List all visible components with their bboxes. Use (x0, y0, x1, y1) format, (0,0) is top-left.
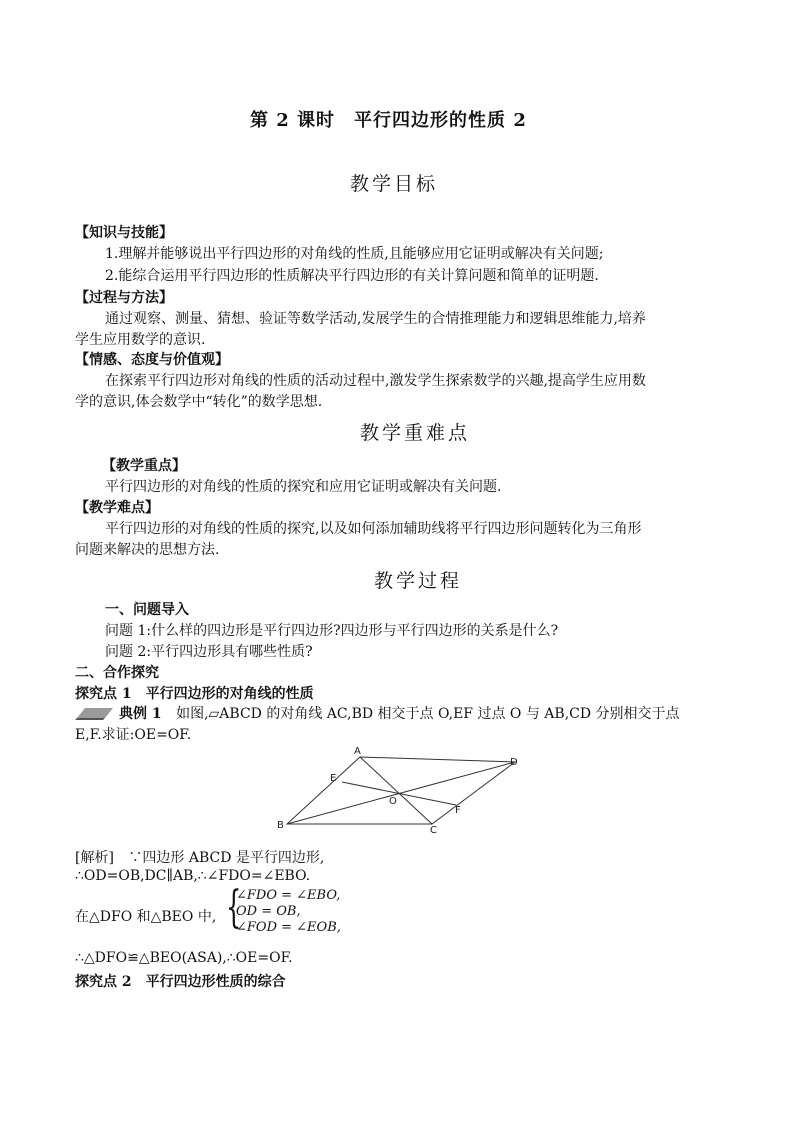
point-label-b: B (277, 820, 284, 831)
emotion-text-line1: 在探索平行四边形对角线的性质的活动过程中,激发学生探索数学的兴趣,提高学生应用数 (105, 373, 646, 389)
analysis-text-2: ∴OD=OB,DC∥AB,∴∠FDO=∠EBO. (75, 868, 311, 884)
example-1-line1 (75, 703, 680, 723)
point-label-d: D (510, 757, 518, 768)
explore-point-2: 探究点 2 平行四边形性质的综合 (75, 974, 286, 990)
example-text-2: E,F.求证:OE=OF. (75, 727, 192, 743)
key-text: 平行四边形的对角线的性质的探究和应用它证明或解决有关问题. (105, 479, 502, 495)
brace-symbol: { (226, 882, 242, 933)
section-heading-goals: 教学目标 (350, 173, 439, 195)
example-text-1: 如图,▱ABCD 的对角线 AC,BD 相交于点 O,EF 过点 O 与 AB,CD 分别相交于点 (176, 706, 680, 722)
emotion-text-line2: 学的意识,体会数学中“转化”的数学思想. (75, 394, 323, 410)
point-label-f: F (455, 805, 461, 816)
method-text-line2: 学生应用数学的意识. (75, 332, 206, 348)
point-label-o: O (389, 796, 397, 807)
section-heading-process: 教学过程 (374, 570, 463, 592)
knowledge-heading: 【知识与技能】 (75, 225, 173, 241)
segment-ef (342, 782, 456, 805)
parallelogram-figure (270, 745, 530, 840)
part2-heading: 二、合作探究 (75, 665, 159, 681)
analysis-label: [解析] (75, 850, 114, 866)
system-row-3: ∠FOD = ∠EOB, (236, 920, 341, 935)
emotion-heading: 【情感、态度与价值观】 (75, 352, 229, 368)
knowledge-item-1: 1.理解并能够说出平行四边形的对角线的性质,且能够应用它证明或解决有关问题; (105, 246, 604, 262)
analysis-text-1: ∵四边形 ABCD 是平行四边形, (128, 850, 325, 866)
explore-point-1: 探究点 1 平行四边形的对角线的性质 (75, 686, 314, 702)
method-text-line1: 通过观察、测量、猜想、验证等数学活动,发展学生的合情推理能力和逻辑思维能力,培养 (105, 311, 646, 327)
question-2: 问题 2:平行四边形具有哪些性质? (105, 644, 313, 660)
question-1: 问题 1:什么样的四边形是平行四边形?四边形与平行四边形的关系是什么? (105, 623, 559, 639)
system-row-1: ∠FDO = ∠EBO, (236, 888, 341, 903)
difficult-text-line1: 平行四边形的对角线的性质的探究,以及如何添加辅助线将平行四边形问题转化为三角形 (105, 521, 642, 537)
difficult-heading: 【教学难点】 (75, 500, 159, 516)
system-row-2: OD = OB, (236, 904, 301, 919)
analysis-line1 (75, 847, 324, 867)
analysis-text-3: 在△DFO 和△BEO 中, (75, 909, 217, 925)
knowledge-item-2: 2.能综合运用平行四边形的性质解决平行四边形的有关计算问题和简单的证明题. (105, 268, 599, 284)
part1-heading: 一、问题导入 (105, 602, 189, 618)
point-label-a: A (354, 746, 361, 757)
analysis-text-4: ∴△DFO≌△BEO(ASA),∴OE=OF. (75, 950, 293, 966)
point-label-e: E (330, 773, 337, 784)
point-label-c: C (430, 825, 437, 836)
section-heading-keypoints: 教学重难点 (360, 422, 471, 444)
page-title: 第 2 课时 平行四边形的性质 2 (250, 110, 527, 131)
difficult-text-line2: 问题来解决的思想方法. (75, 542, 220, 558)
key-heading: 【教学重点】 (102, 458, 186, 474)
diagonal-ac (360, 757, 432, 824)
example-label: 典例 1 (119, 706, 162, 722)
parallelogram-abcd (287, 757, 515, 824)
example-badge-icon (75, 706, 115, 720)
method-heading: 【过程与方法】 (75, 290, 173, 306)
